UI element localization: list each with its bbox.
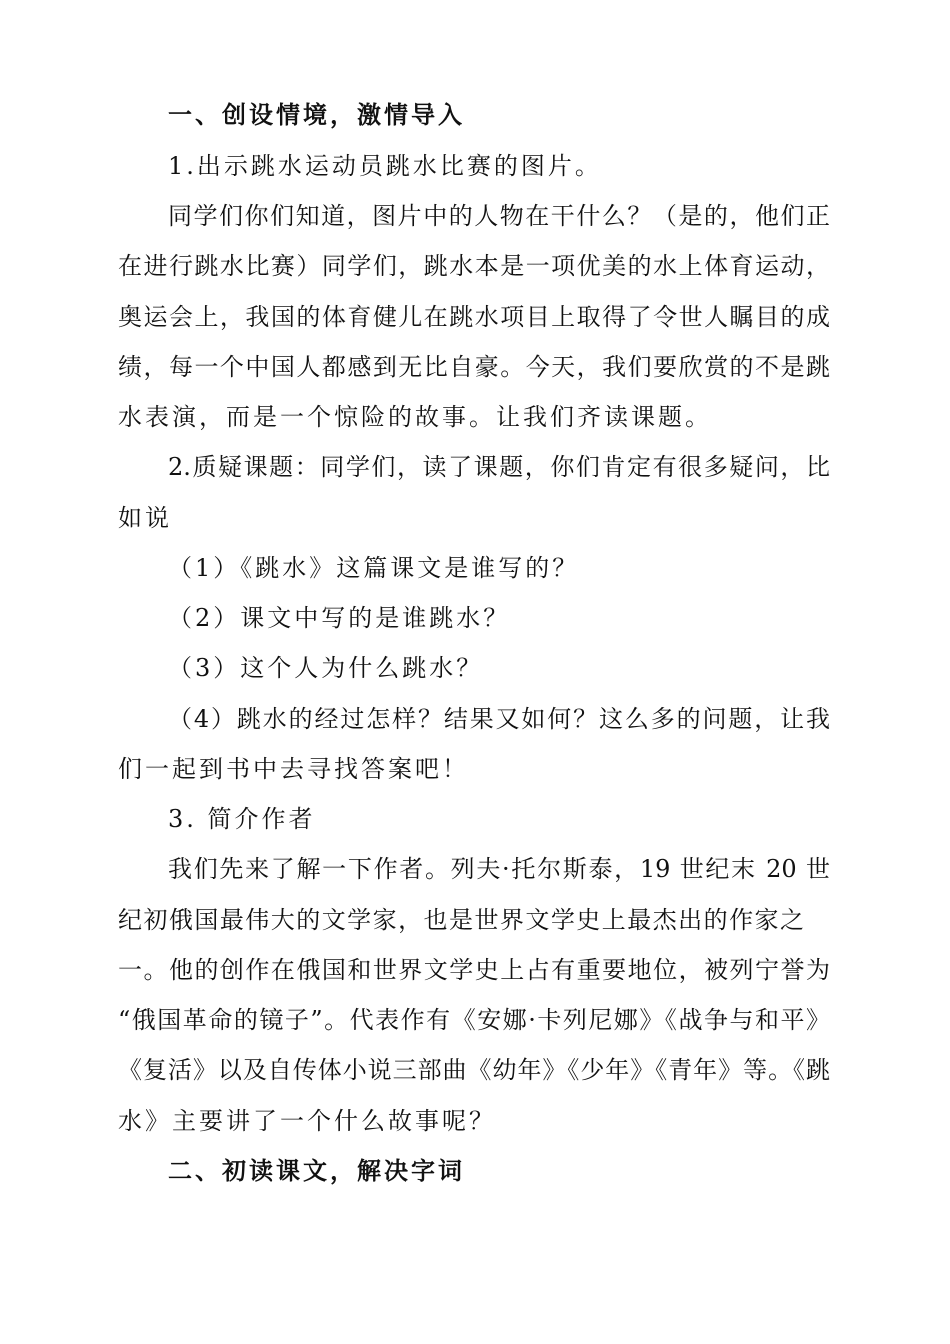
question-item: （3）这个人为什么跳水？ <box>168 654 484 682</box>
paragraph-line: “俄国革命的镜子”。代表作有《安娜·卡列尼娜》《战争与和平》 <box>118 1006 830 1034</box>
paragraph-line: 水》主要讲了一个什么故事呢？ <box>118 1107 496 1135</box>
paragraph-line: 在进行跳水比赛）同学们，跳水本是一项优美的水上体育运动， <box>118 252 830 280</box>
paragraph-line: 奥运会上，我国的体育健儿在跳水项目上取得了令世人瞩目的成 <box>118 303 830 331</box>
paragraph-line: 一。他的创作在俄国和世界文学史上占有重要地位，被列宁誉为 <box>118 956 830 984</box>
paragraph-line: 纪初俄国最伟大的文学家，也是世界文学史上最杰出的作家之 <box>118 906 804 934</box>
paragraph-line: 我们先来了解一下作者。列夫·托尔斯泰，19 世纪末 20 世 <box>168 855 830 883</box>
question-item: （4）跳水的经过怎样？结果又如何？这么多的问题，让我 <box>168 705 830 733</box>
subsection-heading: 3. 简介作者 <box>168 805 316 833</box>
question-item: （2）课文中写的是谁跳水？ <box>168 604 511 632</box>
section-heading-2: 二、初读课文，解决字词 <box>168 1157 465 1185</box>
paragraph-line: 如说 <box>118 504 172 532</box>
paragraph-line: 1.出示跳水运动员跳水比赛的图片。 <box>168 152 602 180</box>
paragraph-line: 2.质疑课题：同学们，读了课题，你们肯定有很多疑问，比 <box>168 453 830 481</box>
paragraph-line: 水表演，而是一个惊险的故事。让我们齐读课题。 <box>118 403 712 431</box>
section-heading-1: 一、创设情境，激情导入 <box>168 101 465 129</box>
paragraph-line: 们一起到书中去寻找答案吧！ <box>118 755 469 783</box>
paragraph-line: 绩，每一个中国人都感到无比自豪。今天，我们要欣赏的不是跳 <box>118 353 830 381</box>
question-item: （1）《跳水》这篇课文是谁写的？ <box>168 554 580 582</box>
paragraph-line: 同学们你们知道，图片中的人物在干什么？（是的，他们正 <box>168 202 830 230</box>
paragraph-line: 《复活》以及自传体小说三部曲《幼年》《少年》《青年》等。《跳 <box>118 1056 830 1084</box>
